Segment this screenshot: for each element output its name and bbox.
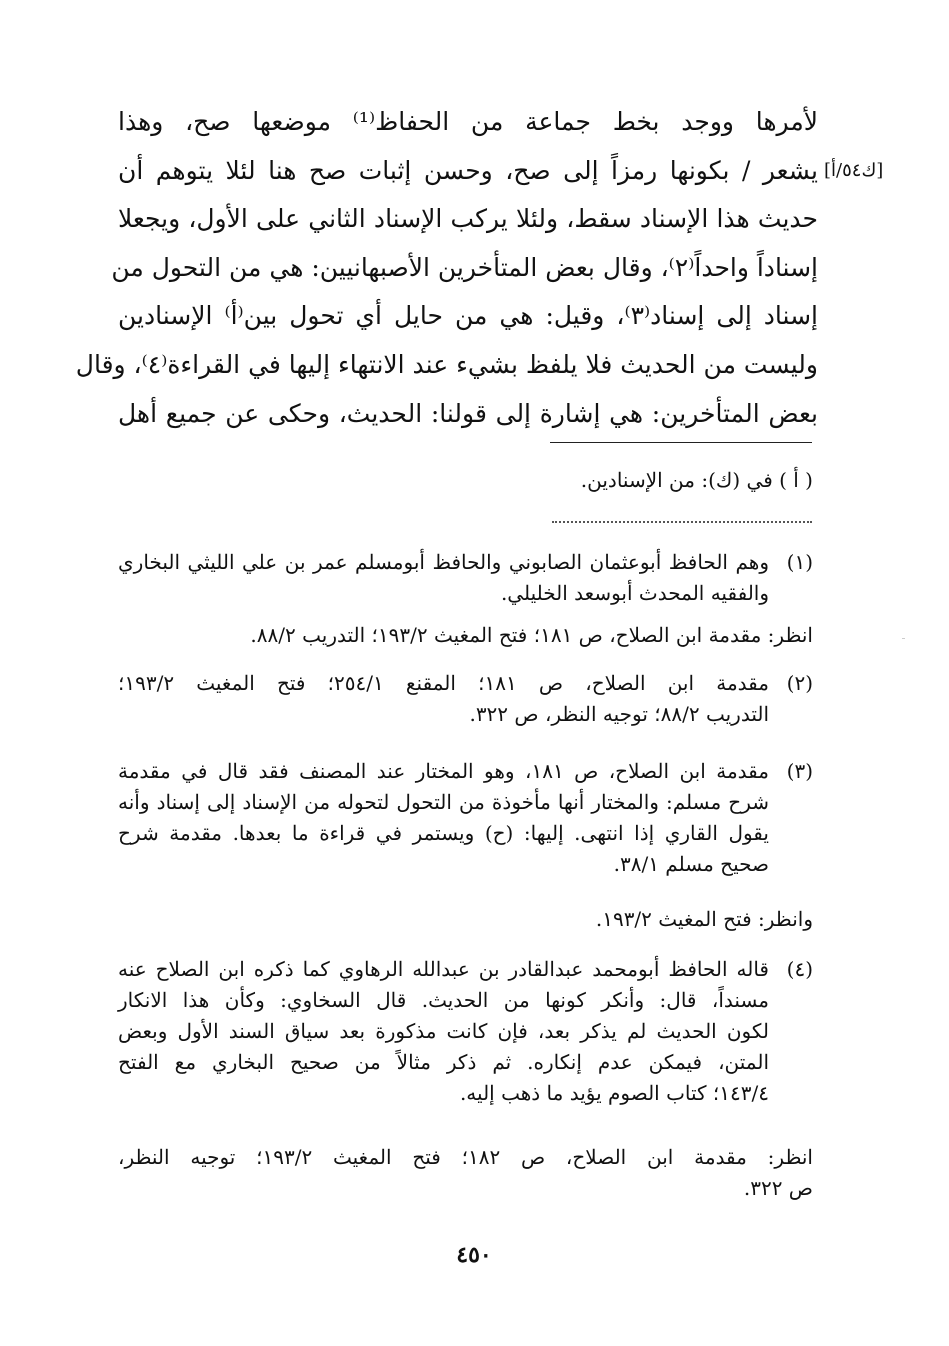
footnote-line: يقول القاري إذا انتهى. إليها: (ح) ويستمر في قراءة ما بعدها. مقدمة شرح xyxy=(118,821,769,845)
main-text-line: وليست من الحديث فلا يلفظ بشيء عند الانتهاء إليها في القراءة⁽٤⁾، وقال xyxy=(75,349,818,379)
footnote-4 xyxy=(118,954,813,1109)
footnote-line: ١٤٣/٤؛ كتاب الصوم يؤيد ما ذهب إليه. xyxy=(459,1081,769,1105)
footnote-line: ص ٣٢٢. xyxy=(743,1176,813,1200)
footnote-4-reference xyxy=(118,1142,813,1204)
footnote-number: (٢) xyxy=(786,671,813,695)
main-text-block xyxy=(75,98,818,438)
main-text-line: إسناداً واحداً⁽٢⁾، وقال بعض المتأخرين الأصبهانيين: هي من التحول من xyxy=(111,252,818,282)
footnote-3-reference xyxy=(118,904,813,935)
footnote-body xyxy=(118,954,769,1109)
scan-artifact xyxy=(902,638,905,639)
footnote-line: المتن، فيمكن عدم إنكاره. ثم ذكر مثالاً من صحيح البخاري مع الفتح xyxy=(118,1050,769,1074)
main-text-line: بعض المتأخرين: هي إشارة إلى قولنا: الحديث، وحكى عن جميع أهل xyxy=(118,398,818,428)
main-text-line: لأمرها ووجد بخط جماعة من الحفاظ⁽¹⁾ موضعها صح، وهذا xyxy=(118,107,818,136)
variant-reading-note: ( أ ) في (ك): من الإسنادين. xyxy=(580,468,813,492)
footnote-line: التدريب ٨٨/٢؛ توجيه النظر، ص ٣٢٢. xyxy=(469,702,769,726)
footnote-line: لكون الحديث لم يذكر بعد، فإن كانت مذكورة بعد سياق السند الأول وبعض xyxy=(118,1019,769,1043)
main-text-line: يشعر / بكونها رمزاً إلى صح، وحسن إثبات صح هنا لئلا يتوهم أن xyxy=(118,155,818,185)
footnote-line: مقدمة ابن الصلاح، ص ١٨١؛ المقنع ٢٥٤/١؛ فتح المغيث ١٩٣/٢؛ xyxy=(118,671,769,695)
footnote-separator xyxy=(550,442,812,443)
footnote-line: والفقيه المحدث أبوسعد الخليلي. xyxy=(500,581,769,605)
footnote-body xyxy=(118,547,769,609)
main-text-line: حديث هذا الإسناد سقط، ولئلا يركب الإسناد الثاني على الأول، ويجعلا xyxy=(118,204,818,234)
footnote-line: وانظر: فتح المغيث ١٩٣/٢. xyxy=(595,907,813,931)
footnote-body xyxy=(118,668,769,730)
footnote-number: (٣) xyxy=(786,759,813,783)
footnote-line: مسنداً، قال: وأنكر كونها من الحديث. قال السخاوي: وكأن هذا الانكار xyxy=(118,988,769,1012)
footnote-number: (١) xyxy=(786,550,813,574)
manuscript-folio-note: [ك٥٤/أ] xyxy=(824,160,884,181)
footnote-line: مقدمة ابن الصلاح، ص ١٨١، وهو المختار عند المصنف فقد قال في مقدمة xyxy=(118,759,769,783)
footnote-body xyxy=(118,756,769,880)
footnote-1-reference xyxy=(118,620,813,651)
footnote-line: وهم الحافظ أبوعثمان الصابوني والحافظ أبومسلم عمر بن علي الليثي البخاري xyxy=(118,550,769,574)
footnote-3 xyxy=(118,756,813,880)
footnote-number: (٤) xyxy=(786,957,813,981)
dotted-divider xyxy=(552,521,812,523)
footnote-line: انظر: مقدمة ابن الصلاح، ص ١٨٢؛ فتح المغيث ١٩٣/٢؛ توجيه النظر، xyxy=(118,1145,813,1169)
page-number: ٤٥٠ xyxy=(456,1242,492,1268)
footnote-line: صحيح مسلم ٣٨/١. xyxy=(613,852,769,876)
footnote-line: قاله الحافظ أبومحمد عبدالقادر بن عبدالله الرهاوي كما ذكره ابن الصلاح عنه xyxy=(118,957,769,981)
footnote-2 xyxy=(118,668,813,730)
footnote-line: شرح مسلم: والمختار أنها مأخوذة من التحول لتحوله من الإسناد إلى إسناد وأنه xyxy=(118,790,769,814)
footnote-line: انظر: مقدمة ابن الصلاح، ص ١٨١؛ فتح المغيث ١٩٣/٢؛ التدريب ٨٨/٢. xyxy=(250,623,813,647)
main-text-line: إسناد إلى إسناد⁽٣⁾، وقيل: هي من حايل أي تحول بين⁽أ⁾ الإسنادين xyxy=(118,301,818,331)
footnote-1 xyxy=(118,547,813,609)
